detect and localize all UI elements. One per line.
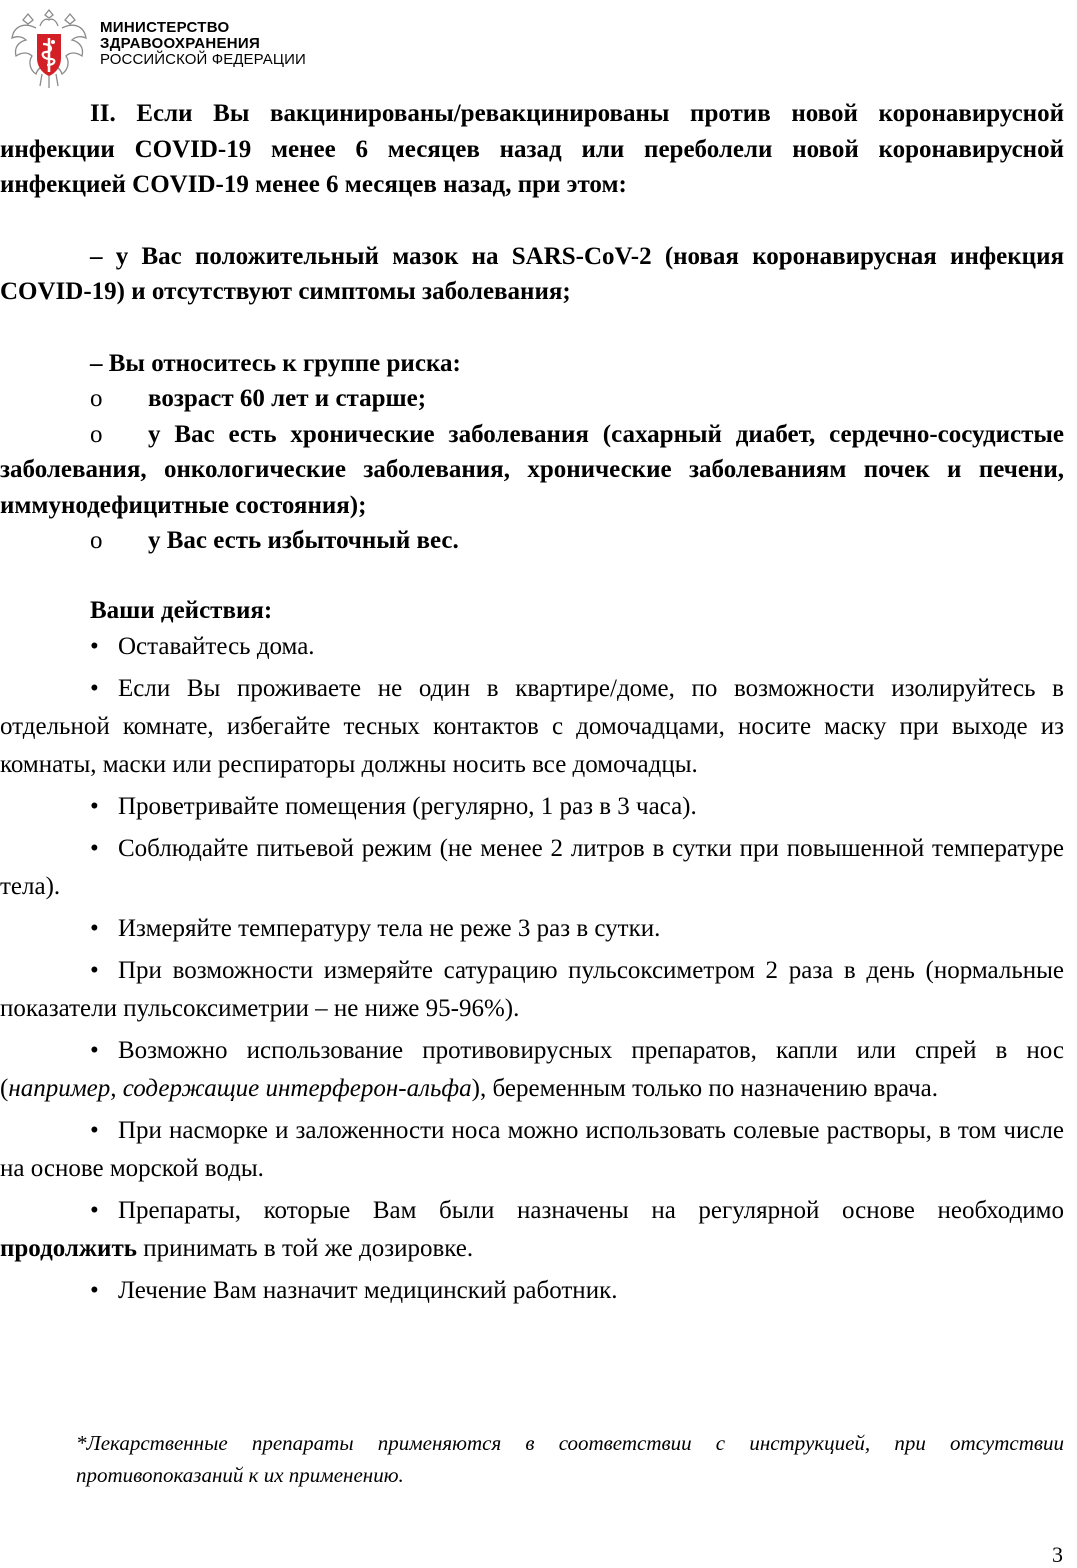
list-marker: o <box>90 385 103 412</box>
action-item <box>0 952 1064 1028</box>
action-item <box>0 670 1064 784</box>
bullet-icon: • <box>90 1197 99 1224</box>
bullet-icon: • <box>90 1277 99 1304</box>
condition-risk-group: – Вы относитесь к группе риска: <box>90 349 461 377</box>
bullet-icon: • <box>90 835 99 862</box>
risk-item-weight-text: у Вас есть избыточный вес. <box>148 527 459 554</box>
bullet-icon: • <box>90 793 99 820</box>
action-text-bold: продолжить <box>0 1235 137 1262</box>
risk-item-chronic-text: у Вас есть хронические заболевания (сахарный диабет, сердечно-сосудистые заболевания, онкологические заболевания, хронические заболеваниям почек и печени, иммунодефицитные состояния); <box>0 420 1064 519</box>
ministry-header <box>6 4 306 90</box>
action-text: Измеряйте температуру тела не реже 3 раз в сутки. <box>118 915 661 942</box>
condition-positive-swab: – у Вас положительный мазок на SARS-CoV-2 (новая коронавирусная инфекция COVID-19) и отсутствуют симптомы заболевания; <box>0 242 1064 305</box>
ministry-name-line1: МИНИСТЕРСТВО <box>100 19 230 36</box>
action-text-italic: например, содержащие интерферон-альфа <box>8 1075 472 1102</box>
action-item <box>0 910 1064 948</box>
risk-item-age <box>0 381 1064 417</box>
double-headed-eagle-emblem-icon <box>6 4 92 90</box>
bullet-icon: • <box>90 957 99 984</box>
list-marker: o <box>90 527 103 554</box>
action-item <box>0 1112 1064 1188</box>
risk-item-chronic <box>0 417 1064 524</box>
action-item <box>0 1192 1064 1268</box>
risk-item-age-text: возраст 60 лет и старше; <box>148 385 427 412</box>
action-item <box>0 628 1064 666</box>
action-text: Оставайтесь дома. <box>118 633 315 660</box>
action-text: Соблюдайте питьевой режим (не менее 2 литров в сутки при повышенной температуре тела). <box>0 835 1064 900</box>
action-text: Если Вы проживаете не один в квартире/доме, по возможности изолируйтесь в отдельной комнате, избегайте тесных контактов с домочадцами, носите маску при выходе из комнаты, маски или респираторы должны носить все домочадцы. <box>0 675 1064 778</box>
action-text: Препараты, которые Вам были назначены на регулярной основе необходимо <box>118 1197 1064 1224</box>
action-text: Проветривайте помещения (регулярно, 1 раз в 3 часа). <box>118 793 697 820</box>
bullet-icon: • <box>90 915 99 942</box>
section-heading: II. Если Вы вакцинированы/ревакцинированы против новой коронавирусной инфекции COVID-19 менее 6 месяцев назад или переболели новой коронавирусной инфекцией COVID-19 менее 6 месяцев назад, при этом: <box>0 100 1064 198</box>
action-text: При возможности измеряйте сатурацию пульсоксиметром 2 раза в день (нормальные показатели пульсоксиметрии – не ниже 95-96%). <box>0 957 1064 1022</box>
bullet-icon: • <box>90 1117 99 1144</box>
actions-title: Ваши действия: <box>90 596 273 624</box>
document-body <box>0 96 1064 1310</box>
ministry-name-line3: РОССИЙСКОЙ ФЕДЕРАЦИИ <box>100 51 306 68</box>
action-item <box>0 1032 1064 1108</box>
ministry-name <box>100 20 306 68</box>
action-text: Возможно использование противовирусных препаратов, капли или спрей в нос ( <box>0 1037 1064 1102</box>
ministry-name-line2: ЗДРАВООХРАНЕНИЯ <box>100 35 261 52</box>
action-item <box>0 1272 1064 1310</box>
action-item <box>0 788 1064 826</box>
bullet-icon: • <box>90 675 99 702</box>
action-item <box>0 830 1064 906</box>
footnote: *Лекарственные препараты применяются в соответствии с инструкцией, при отсутствии противопоказаний к их применению. <box>76 1431 1064 1487</box>
risk-item-weight <box>0 523 1064 559</box>
action-text: Лечение Вам назначит медицинский работник. <box>118 1277 618 1304</box>
page-number: 3 <box>1052 1542 1063 1567</box>
bullet-icon: • <box>90 633 99 660</box>
bullet-icon: • <box>90 1037 99 1064</box>
action-text: принимать в той же дозировке. <box>136 1235 474 1262</box>
list-marker: o <box>90 420 103 448</box>
action-text: ), беременным только по назначению врача. <box>471 1075 939 1102</box>
action-text: При насморке и заложенности носа можно использовать солевые растворы, в том числе на основе морской воды. <box>0 1117 1064 1182</box>
